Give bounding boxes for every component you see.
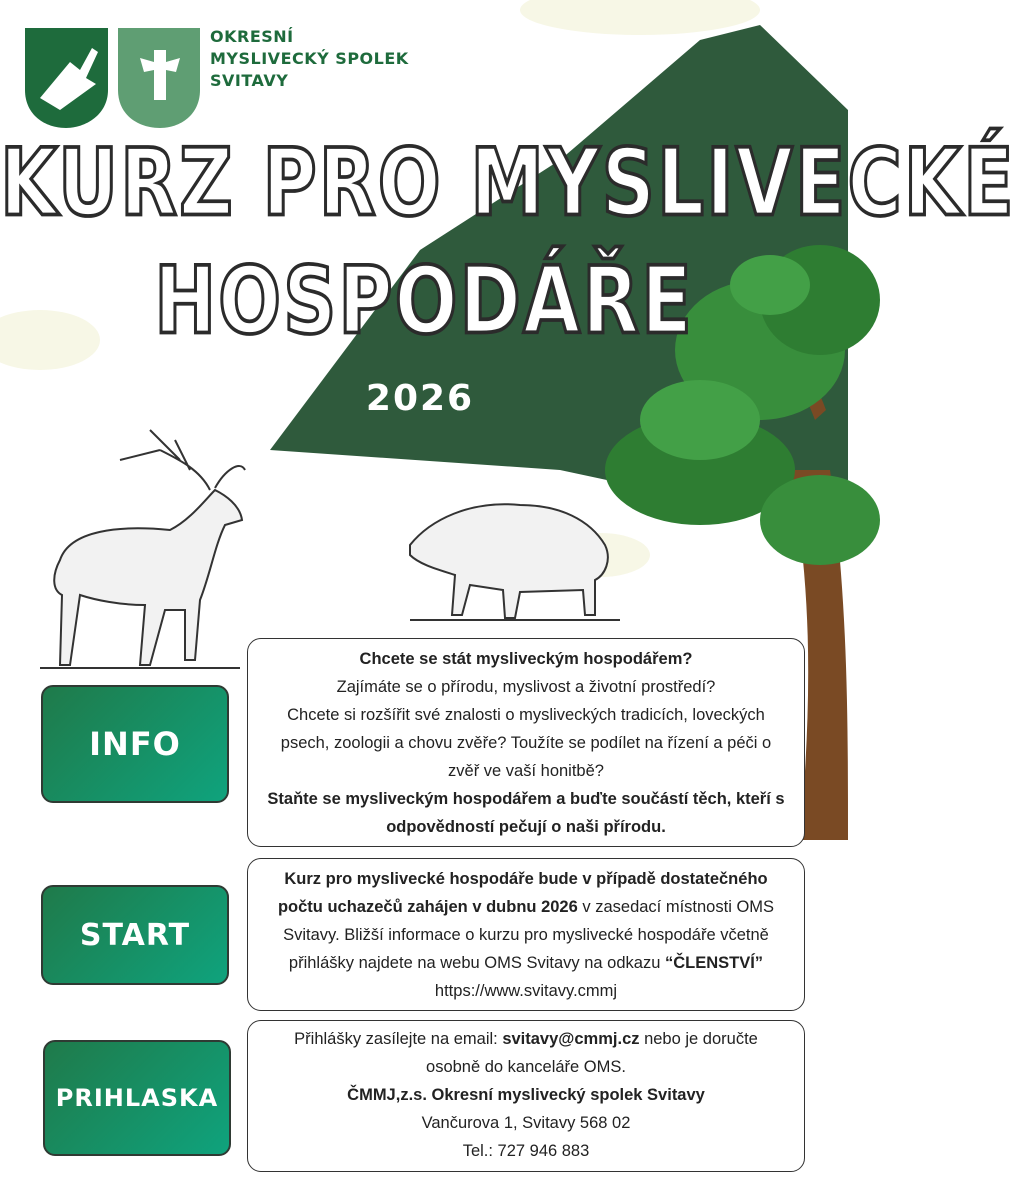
address: Vančurova 1, Svitavy 568 02	[421, 1114, 631, 1132]
start-line-4: přihlášky najdete na webu OMS Svitavy na odkazu	[288, 954, 665, 972]
info-box	[247, 638, 805, 847]
cloud-top	[520, 0, 760, 35]
start-url[interactable]: https://www.svitavy.cmmj	[434, 982, 618, 1000]
info-closing-2: odpovědností pečují o naši přírodu.	[386, 818, 666, 836]
title-line-2: HOSPODÁŘE	[154, 247, 694, 355]
start-button[interactable]: START	[41, 885, 229, 985]
info-line-1: Zajímáte se o přírodu, myslivost a životní prostředí?	[336, 678, 716, 696]
title-line-1: KURZ PRO MYSLIVECKÉ	[0, 129, 1016, 237]
prihlaska-text-1b: nebo je doručte	[639, 1030, 758, 1048]
info-heading: Chcete se stát mysliveckým hospodářem?	[359, 650, 693, 668]
boar-illustration	[410, 504, 620, 620]
prihlaska-box	[247, 1020, 805, 1172]
info-line-4: zvěř ve vaší honitbě?	[448, 762, 604, 780]
info-line-3: psech, zoologii a chovu zvěře? Toužíte se podílet na řízení a péči o	[280, 734, 772, 752]
logo-line-1: OKRESNÍ	[210, 27, 294, 46]
start-box	[247, 858, 805, 1011]
prihlaska-text-1: Přihlášky zasílejte na email:	[294, 1030, 503, 1048]
start-line-3: Svitavy. Bližší informace o kurzu pro myslivecké hospodáře včetně	[283, 926, 769, 944]
logo-line-2: MYSLIVECKÝ SPOLEK	[210, 49, 409, 68]
logo-line-3: SVITAVY	[210, 71, 289, 90]
info-closing-1: Staňte se mysliveckým hospodářem a buďte součástí těch, kteří s	[267, 790, 785, 808]
info-line-2: Chcete si rozšířit své znalosti o mysliveckých tradicích, loveckých	[287, 706, 765, 724]
phone: Tel.: 727 946 883	[462, 1142, 590, 1160]
info-button[interactable]: INFO	[41, 685, 229, 803]
start-bold-2: počtu uchazečů zahájen v dubnu 2026	[277, 898, 578, 916]
prihlaska-button[interactable]: PRIHLASKA	[43, 1040, 231, 1156]
start-bold-1: Kurz pro myslivecké hospodáře bude v případě dostatečného	[284, 870, 768, 888]
clenstvi-link[interactable]: “ČLENSTVÍ”	[664, 954, 764, 972]
organization-name: ČMMJ,z.s. Okresní myslivecký spolek Svitavy	[347, 1086, 705, 1104]
title-year: 2026	[365, 378, 475, 419]
email-link[interactable]: svitavy@cmmj.cz	[502, 1030, 640, 1048]
prihlaska-line-2: osobně do kanceláře OMS.	[426, 1058, 626, 1076]
logo-text	[210, 26, 409, 92]
start-text-2: v zasedací místnosti OMS	[577, 898, 775, 916]
elk-illustration	[40, 430, 245, 668]
